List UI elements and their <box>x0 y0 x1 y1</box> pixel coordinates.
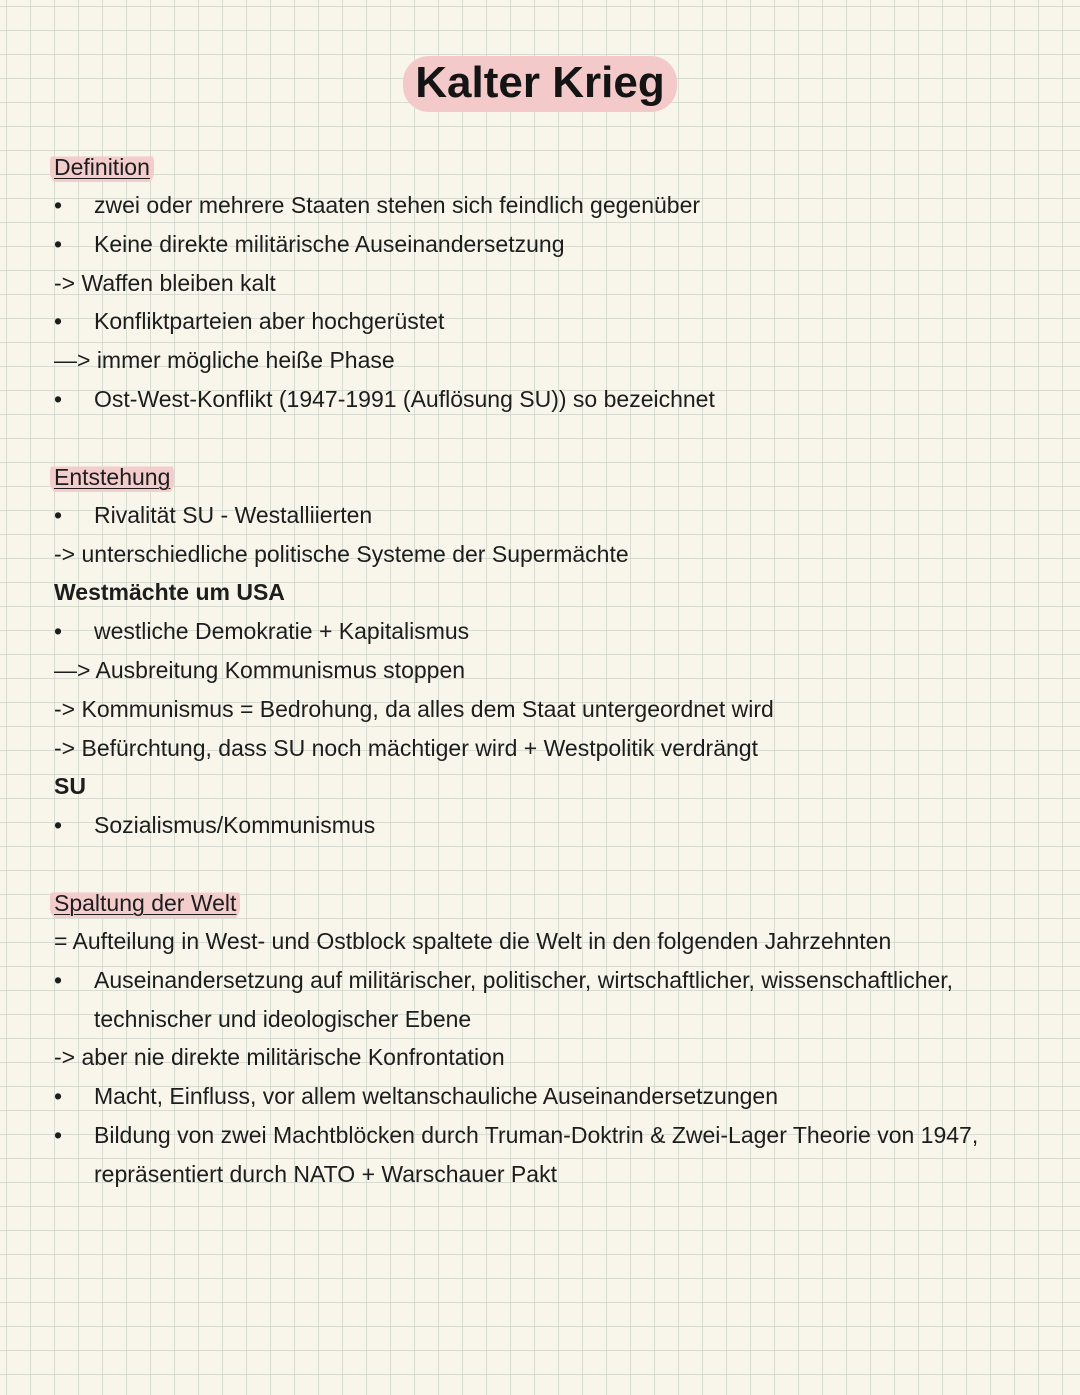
bullet-text: Konfliktparteien aber hochgerüstet <box>94 308 445 335</box>
bullet-item <box>54 806 1054 845</box>
bullet-item <box>54 496 1054 535</box>
bullet-text: Auseinandersetzung auf militärischer, politischer, wirtschaftlicher, wissenschaftlicher, technischer und ideologischer Ebene <box>94 966 954 1032</box>
section-entstehung <box>54 458 1054 845</box>
bullet-item <box>54 1116 1054 1194</box>
bullet-text: Ost-West-Konflikt (1947-1991 (Auflösung SU)) so bezeichnet <box>94 385 715 412</box>
bullet-text: Keine direkte militärische Auseinandersetzung <box>94 230 565 257</box>
bullet-dot-icon: • <box>54 385 63 412</box>
bullet-dot-icon: • <box>54 812 63 839</box>
bullet-dot-icon: • <box>54 966 63 993</box>
bullet-item <box>54 612 1054 651</box>
arrow-line: -> Kommunismus = Bedrohung, da alles dem Staat untergeordnet wird <box>54 695 774 722</box>
bullet-dot-icon: • <box>54 192 63 218</box>
arrow-line: -> Waffen bleiben kalt <box>54 269 276 296</box>
bullet-dot-icon: • <box>54 501 63 528</box>
bullet-text: Rivalität SU - Westalliierten <box>94 501 373 528</box>
bullet-item <box>54 1077 1054 1116</box>
arrow-line: —> immer mögliche heiße Phase <box>54 347 395 374</box>
bullet-dot-icon: • <box>54 308 63 335</box>
section-spaltung <box>54 884 1054 1194</box>
arrow-line: -> unterschiedliche politische Systeme der Supermächte <box>54 540 629 567</box>
arrow-line: -> aber nie direkte militärische Konfrontation <box>54 1044 505 1071</box>
bullet-item <box>54 186 1054 225</box>
bullet-item <box>54 380 1054 419</box>
bullet-text: Macht, Einfluss, vor allem weltanschauliche Auseinandersetzungen <box>94 1083 778 1110</box>
bullet-text: Sozialismus/Kommunismus <box>94 812 376 839</box>
arrow-line: -> Befürchtung, dass SU noch mächtiger wird + Westpolitik verdrängt <box>54 734 758 761</box>
bullet-text: zwei oder mehrere Staaten stehen sich feindlich gegenüber <box>94 192 701 218</box>
bullet-text: Bildung von zwei Machtblöcken durch Truman-Doktrin & Zwei-Lager Theorie von 1947, repräsentiert durch NATO + Warschauer Pakt <box>94 1121 979 1187</box>
bullet-text: westliche Demokratie + Kapitalismus <box>94 618 470 645</box>
bullet-item <box>54 302 1054 341</box>
bullet-item <box>54 961 1054 1039</box>
bullet-item <box>54 225 1054 264</box>
page-title: Kalter Krieg <box>403 56 676 112</box>
bullet-dot-icon: • <box>54 1083 63 1110</box>
note-content <box>54 148 1054 1233</box>
bullet-dot-icon: • <box>54 230 63 257</box>
section-heading: Spaltung der Welt <box>50 884 240 922</box>
subheading: Westmächte um USA <box>54 579 285 606</box>
arrow-line: —> Ausbreitung Kommunismus stoppen <box>54 656 466 683</box>
title-container <box>0 56 1080 112</box>
bullet-dot-icon: • <box>54 1121 63 1148</box>
bullet-dot-icon: • <box>54 618 63 645</box>
definition-line: = Aufteilung in West- und Ostblock spaltete die Welt in den folgenden Jahrzehnten <box>54 927 892 954</box>
subheading: SU <box>54 773 86 800</box>
section-definition <box>54 148 1054 419</box>
section-heading: Entstehung <box>50 458 174 496</box>
section-heading: Definition <box>50 148 154 186</box>
